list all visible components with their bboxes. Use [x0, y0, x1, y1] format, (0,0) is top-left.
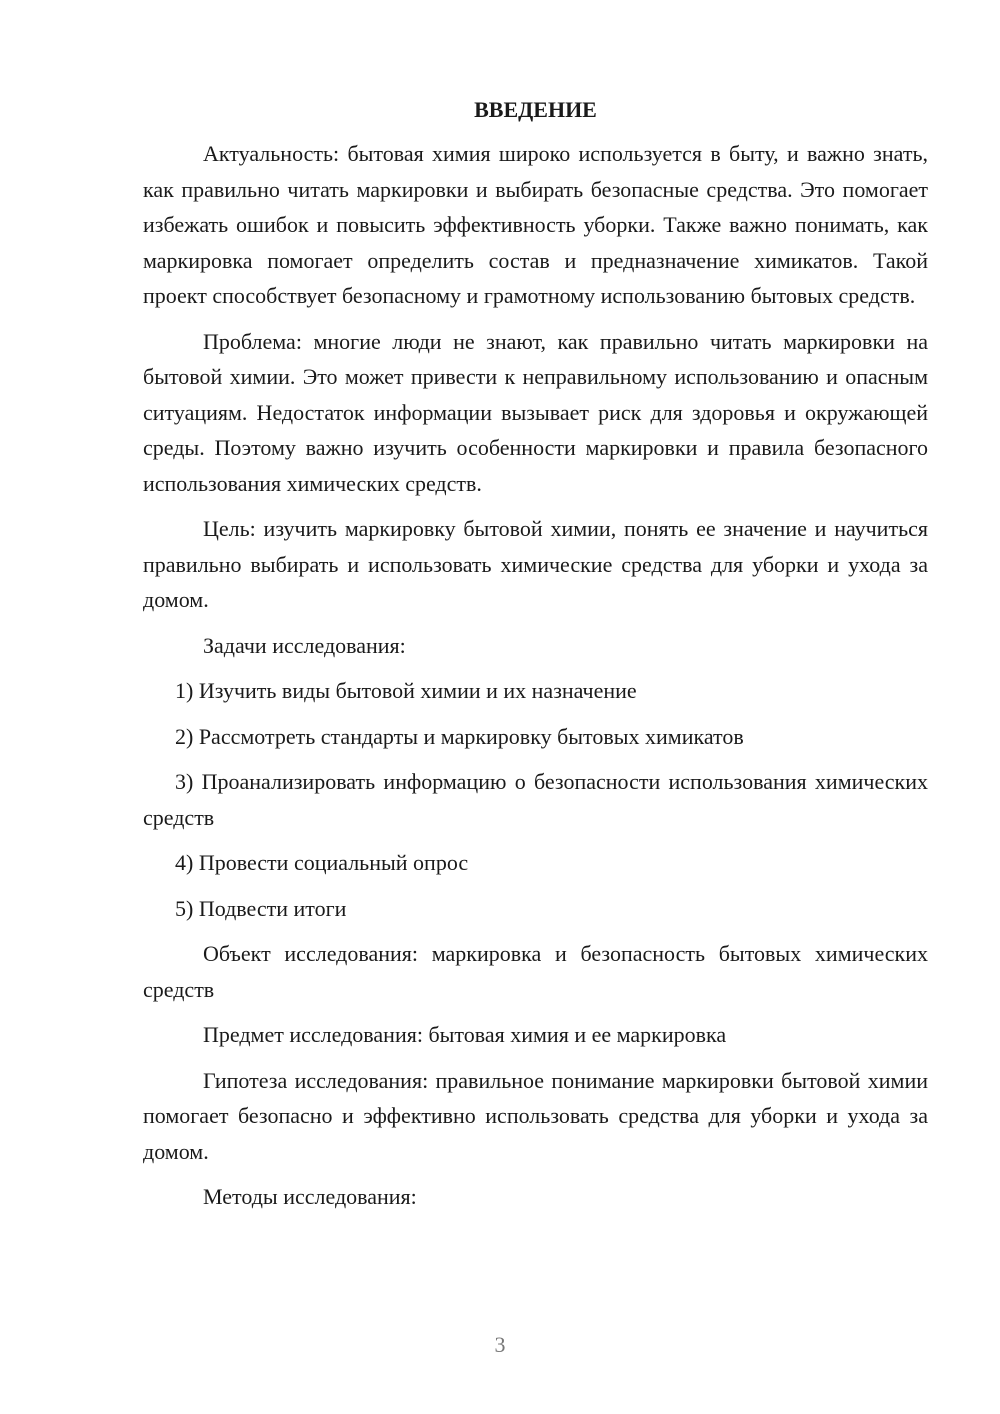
- task-item: 2) Рассмотреть стандарты и маркировку бытовых химикатов: [175, 723, 744, 749]
- paragraph-subject: Предмет исследования: бытовая химия и ее маркировка: [203, 1022, 727, 1047]
- paragraph-relevance: Актуальность: бытовая химия широко используется в быту, и важно знать, как правильно читать маркировки и выбирать безопасные средства. Это помогает избежать ошибок и повысить эффективность уборки. Также важно понимать, как маркировка помогает определить состав и предназначение химикатов. Такой проект способствует безопасному и грамотному использованию бытовых средств.: [143, 141, 928, 308]
- task-item: 1) Изучить виды бытовой химии и их назначение: [175, 678, 637, 703]
- paragraph-object: Объект исследования: маркировка и безопасность бытовых химических средств: [143, 941, 928, 1002]
- paragraph-goal: Цель: изучить маркировку бытовой химии, понять ее значение и научиться правильно выбирать и использовать химические средства для уборки и ухода за домом.: [143, 516, 928, 612]
- paragraph-tasks-heading: Задачи исследования:: [203, 632, 406, 658]
- page-number: 3: [494, 1332, 506, 1357]
- document-page: [143, 94, 928, 1225]
- paragraph-hypothesis: Гипотеза исследования: правильное понимание маркировки бытовой химии помогает безопасно и эффективно использовать средства для уборки и ухода за домом.: [143, 1067, 928, 1164]
- task-item: 3) Проанализировать информацию о безопасности использования химических средств: [143, 769, 928, 830]
- task-item: 4) Провести социальный опрос: [175, 850, 469, 875]
- section-title: ВВЕДЕНИЕ: [474, 97, 597, 122]
- task-item: 5) Подвести итоги: [175, 895, 347, 921]
- paragraph-methods: Методы исследования:: [203, 1184, 417, 1209]
- paragraph-problem: Проблема: многие люди не знают, как правильно читать маркировки на бытовой химии. Это может привести к неправильному использованию и опасным ситуациям. Недостаток информации вызывает риск для здоровья и окружающей среды. Поэтому важно изучить особенности маркировки и правила безопасного использования химических средств.: [143, 328, 928, 496]
